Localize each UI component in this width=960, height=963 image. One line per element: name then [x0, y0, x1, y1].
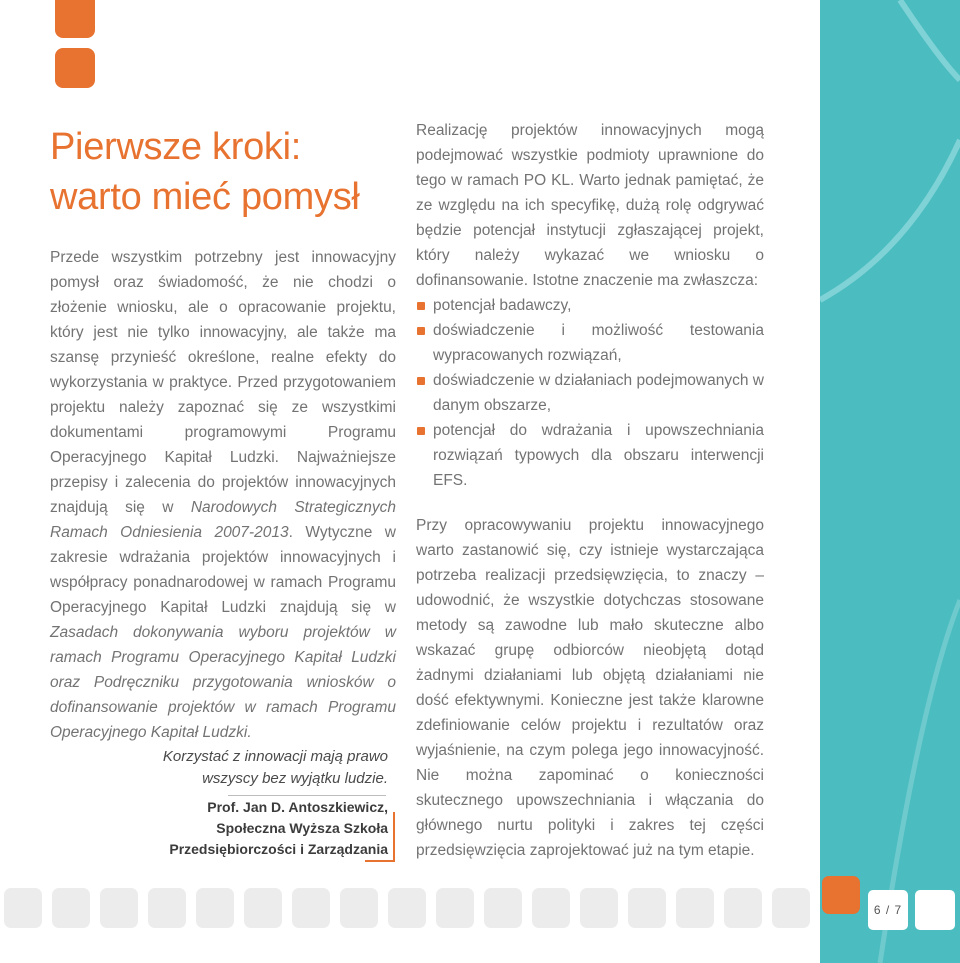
right-paragraph-2: Przy opracowywaniu projektu innowacyjnego warto zastanowić się, czy istnieje wystarczająca potrzeba realizacji przedsięwzięcia, to znaczy – udowodnić, że wszystkie dotychczas stosowane metody są zawodne lub mało skuteczne albo wskazać grupę odbiorców nieobjętą dotąd żadnymi działaniami lub objętą działaniami nie dość efektywnymi. Konieczne jest także klarowne zdefiniowanie celów projektu i rezultatów oraz wyjaśnienie, na czym polega jego innowacyjność. Nie można zapominać o konieczności skutecznego upowszechniania i włączania do głównego nurtu polityki i zakres tej części przedsięwzięcia zaprojektować już na tym etapie.	[416, 517, 764, 859]
left-paragraph	[50, 245, 396, 745]
strip-box	[196, 888, 234, 928]
strip-box	[724, 888, 762, 928]
right-column	[416, 118, 764, 863]
page-number: 6 / 7	[868, 890, 908, 930]
strip-box	[772, 888, 810, 928]
teal-side-band	[820, 0, 960, 963]
bullet-item: potencjał badawczy,	[416, 293, 764, 318]
bullet-item: doświadczenie i możliwość testowania wypracowanych rozwiązań,	[416, 318, 764, 368]
right-paragraph-1: Realizację projektów innowacyjnych mogą podejmować wszystkie podmioty uprawnione do tego w ramach PO KL. Warto jednak pamiętać, że ze względu na ich specyfikę, dużą rolę odgrywać będzie potencjał instytucji zgłaszającej projekt, który należy wykazać we wniosku o dofinansowanie. Istotne znaczenie ma zwłaszcza:	[416, 122, 764, 289]
page-marker-square	[822, 876, 860, 914]
decorative-arcs	[820, 0, 960, 963]
strip-box	[388, 888, 426, 928]
bullet-list	[416, 293, 764, 493]
author-organization-2: Przedsiębiorczości i Zarządzania	[169, 841, 388, 857]
quote-author	[150, 797, 388, 860]
strip-box	[484, 888, 522, 928]
strip-box	[436, 888, 474, 928]
author-name: Prof. Jan D. Antoszkiewicz,	[207, 799, 388, 815]
decorative-square-top	[55, 0, 95, 38]
left-emphasis-2: Zasadach dokonywania wyboru projektów w ramach Programu Operacyjnego Kapitał Ludzki oraz Podręczniku przygotowania wniosków o dofinansowanie projektów w ramach Programu Operacyjnego Kapitał Ludzki.	[50, 624, 396, 741]
strip-box	[244, 888, 282, 928]
next-page-box	[915, 890, 955, 930]
bottom-decorative-strip	[0, 888, 820, 932]
strip-box	[532, 888, 570, 928]
quote-text: Korzystać z innowacji mają prawo wszyscy bez wyjątku ludzie.	[162, 748, 388, 787]
strip-box	[340, 888, 378, 928]
left-column	[50, 245, 396, 745]
strip-box	[628, 888, 666, 928]
heading-line-2: warto mieć pomysł	[50, 176, 360, 218]
strip-box	[100, 888, 138, 928]
bullet-item: potencjał do wdrażania i upowszechniania rozwiązań typowych dla obszaru interwencji EFS.	[416, 418, 764, 493]
strip-box	[4, 888, 42, 928]
heading-line-1: Pierwsze kroki:	[50, 126, 301, 168]
strip-box	[148, 888, 186, 928]
bullet-item: doświadczenie w działaniach podejmowanych w danym obszarze,	[416, 368, 764, 418]
strip-box	[676, 888, 714, 928]
author-bracket-decoration	[365, 812, 395, 862]
left-text-b: . Wytyczne w zakresie wdrażania projektów innowacyjnych i współpracy ponadnarodowej w ramach Programu Operacyjnego Kapitał Ludzki znajdują się w	[50, 524, 396, 616]
page-heading	[50, 122, 410, 222]
quote-divider	[228, 795, 386, 796]
left-emphasis-1: Narodowych Strategicznych Ramach Odniesienia 2007-2013	[50, 499, 396, 541]
strip-box	[580, 888, 618, 928]
left-text-a: Przede wszystkim potrzebny jest innowacyjny pomysł oraz świadomość, że nie chodzi o złożenie wniosku, ale o opracowanie projektu, który jest nie tylko innowacyjny, ale także ma szansę przynieść określone, realne efekty do wykorzystania w praktyce. Przed przygotowaniem projektu należy zapoznać się ze wszystkimi dokumentami programowymi Programu Operacyjnego Kapitał Ludzki. Najważniejsze przepisy i zalecenia do projektów innowacyjnych znajdują się w	[50, 249, 396, 516]
decorative-square-bottom	[55, 48, 95, 88]
author-organization-1: Społeczna Wyższa Szkoła	[216, 820, 388, 836]
strip-box	[52, 888, 90, 928]
strip-box	[292, 888, 330, 928]
